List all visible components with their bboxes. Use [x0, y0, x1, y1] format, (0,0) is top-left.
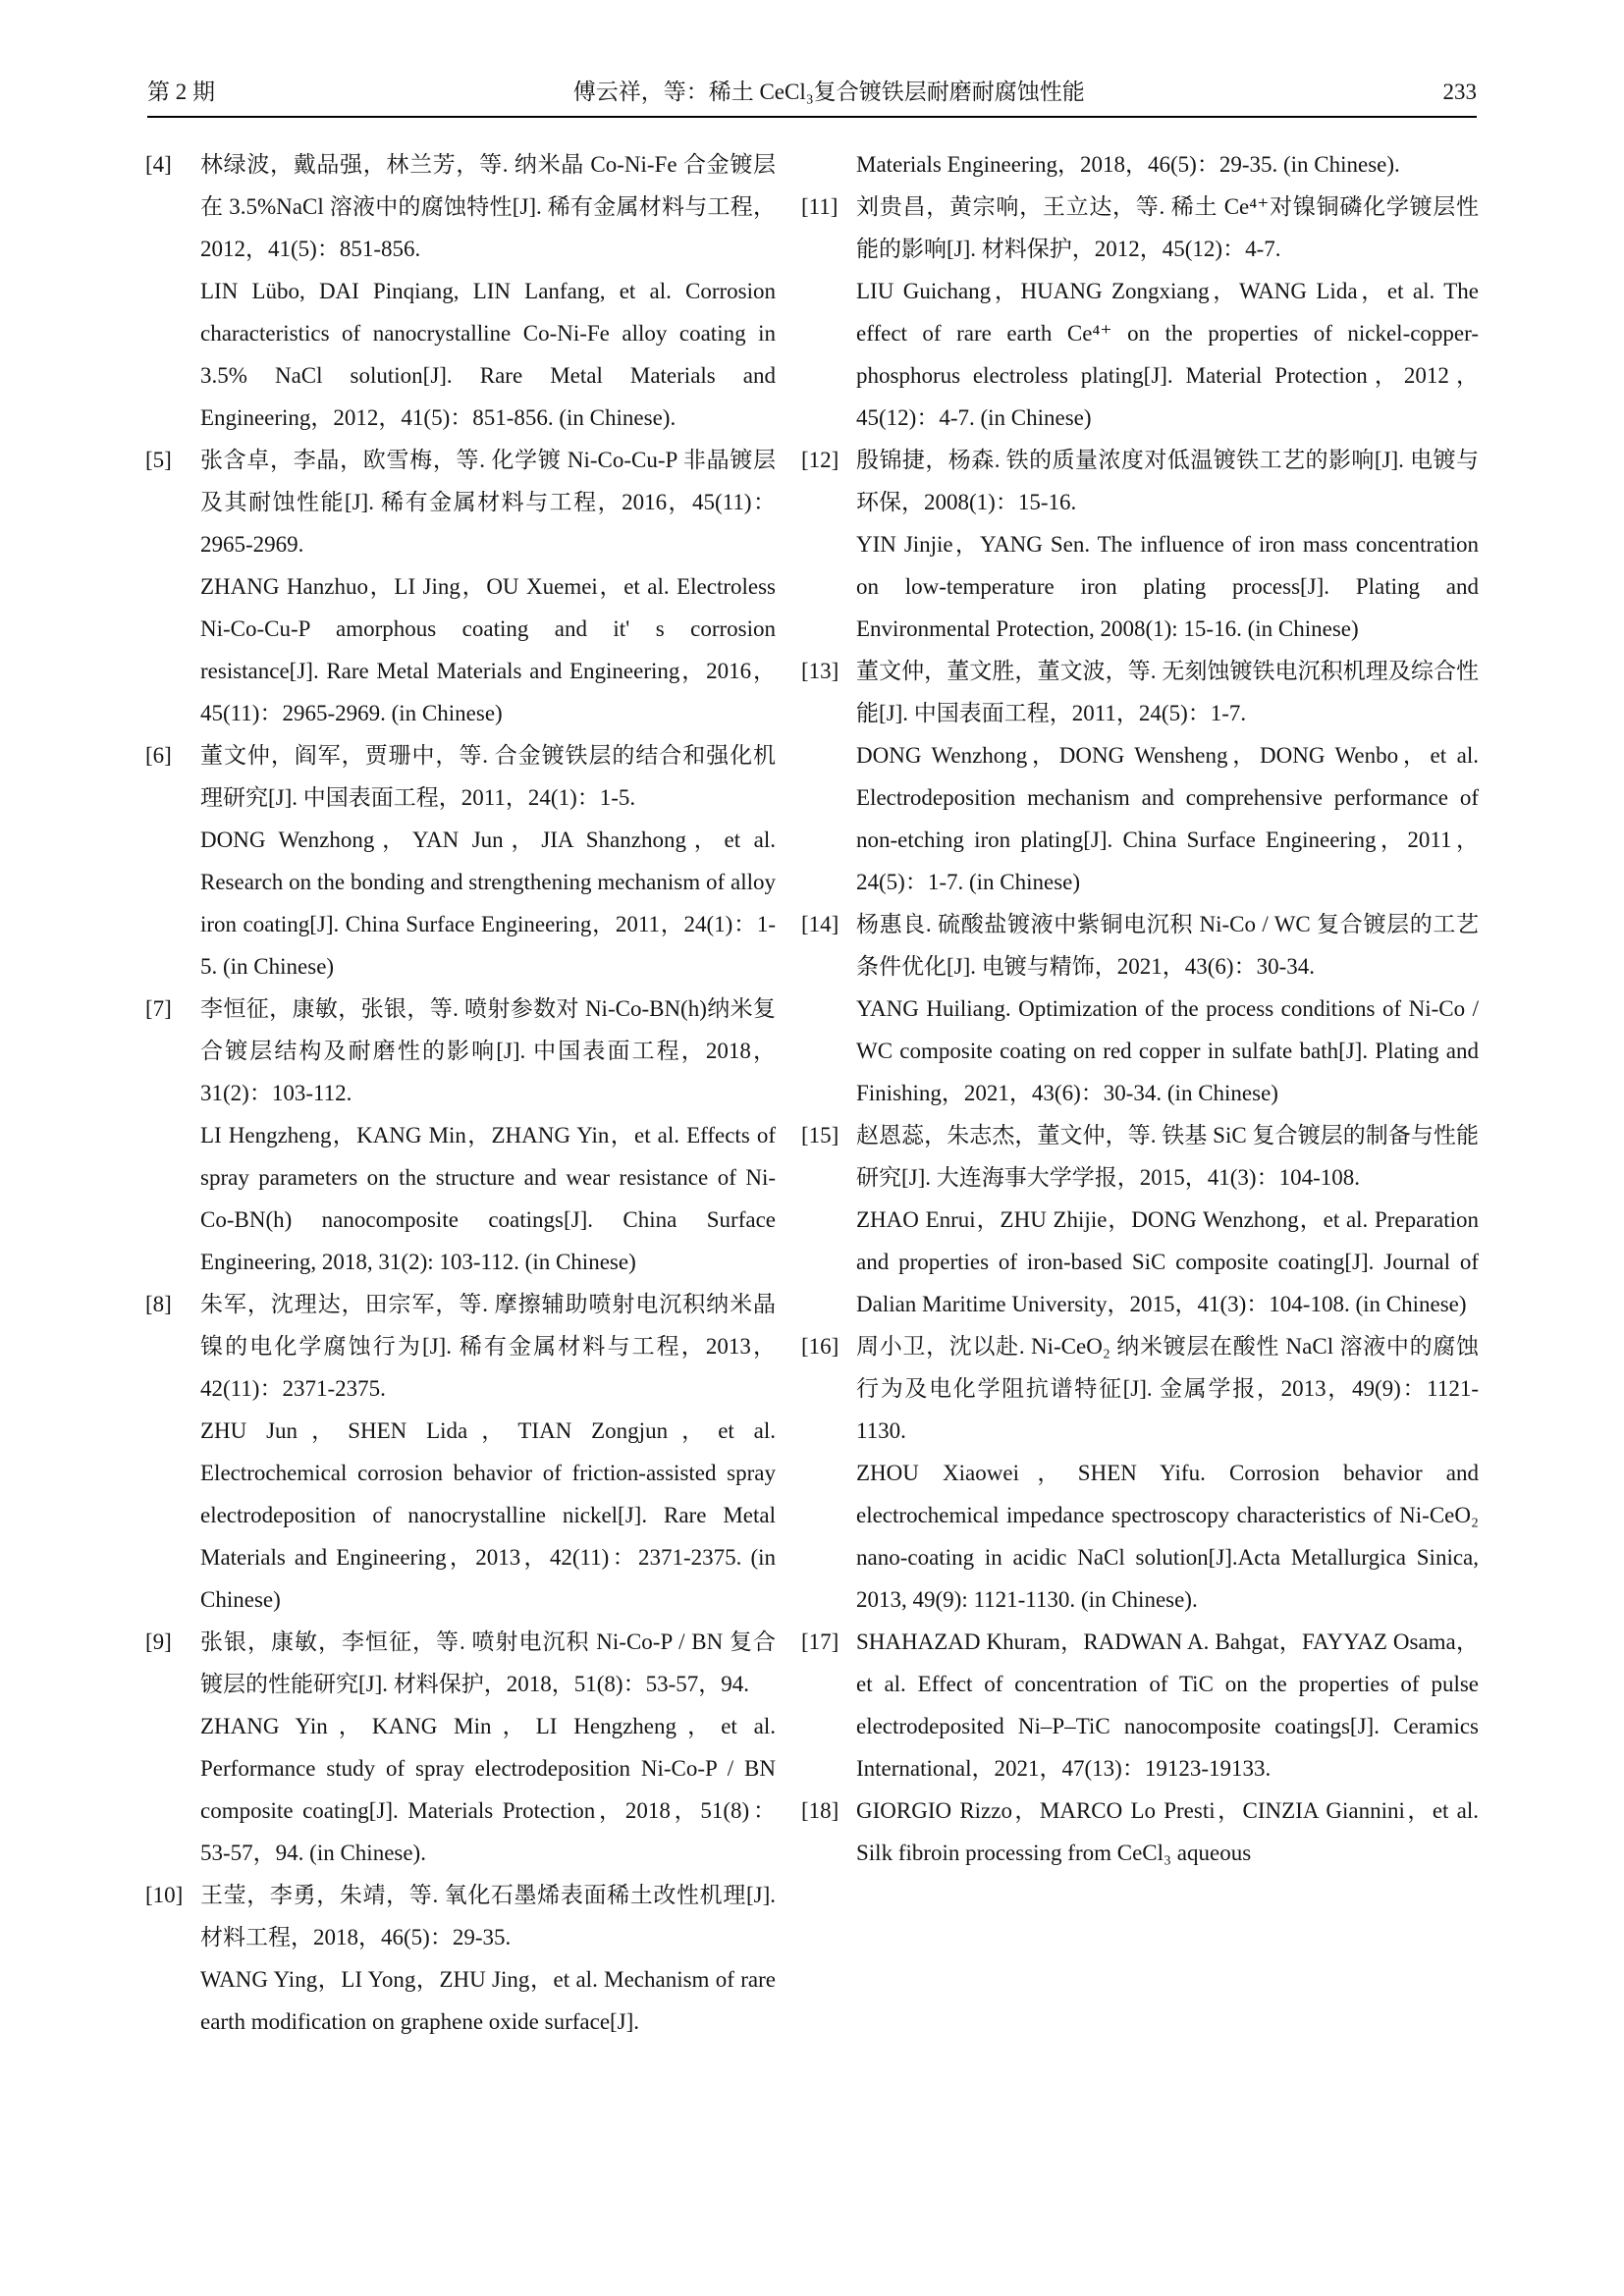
reference-body [856, 903, 1479, 1114]
reference-text: LIN Lübo, DAI Pinqiang, LIN Lanfang, et al. Corrosion characteristics of nanocrystalline Co-Ni-Fe alloy coating in 3.5% NaCl solution[J]. Rare Metal Materials and Engineering，2012，41(5)：851-856. (in Chinese). [200, 279, 776, 430]
reference-item [145, 1283, 776, 1621]
reference-text: ZHANG Yin，KANG Min，LI Hengzheng，et al. Performance study of spray electrodeposition Ni-Co-P / BN composite coating[J]. Materials Protection，2018，51(8)：53-57，94. (in Chinese). [200, 1714, 776, 1865]
reference-body [200, 1874, 776, 2043]
reference-item [801, 1114, 1479, 1325]
header-divider [147, 116, 1477, 118]
reference-body [200, 1621, 776, 1874]
reference-text: 林绿波，戴品强，林兰芳，等. 纳米晶 Co-Ni-Fe 合金镀层在 3.5%NaCl 溶液中的腐蚀特性[J]. 稀有金属材料与工程，2012，41(5)：851-856. [200, 152, 776, 261]
reference-item [145, 1874, 776, 2043]
reference-body [856, 1325, 1479, 1621]
references-column-left [145, 143, 776, 2043]
reference-number [801, 143, 856, 186]
reference-item [801, 439, 1479, 650]
reference-number: [5] [145, 448, 172, 472]
reference-number: [11] [801, 194, 839, 219]
reference-item [145, 734, 776, 988]
reference-text: LIU Guichang，HUANG Zongxiang，WANG Lida，et al. The effect of rare earth Ce⁴⁺ on the properties of nickel-copper-phosphorus electroless plating[J]. Material Protection，2012，45(12)：4-7. (in Chinese) [856, 279, 1479, 430]
reference-text: 周小卫，沈以赴. Ni-CeO₂ 纳米镀层在酸性 NaCl 溶液中的腐蚀行为及电化学阻抗谱特征[J]. 金属学报，2013，49(9)：1121-1130. [856, 1334, 1479, 1443]
reference-body [856, 439, 1479, 650]
journal-issue: 第 2 期 [147, 80, 215, 104]
reference-text: 王莹，李勇，朱靖，等. 氧化石墨烯表面稀土改性机理[J]. 材料工程，2018，46(5)：29-35. [200, 1883, 776, 1949]
reference-item [145, 988, 776, 1283]
reference-item [801, 903, 1479, 1114]
reference-number: [9] [145, 1629, 172, 1654]
reference-text: 杨惠良. 硫酸盐镀液中紫铜电沉积 Ni-Co / WC 复合镀层的工艺条件优化[J]. 电镀与精饰，2021，43(6)：30-34. [856, 912, 1479, 979]
reference-number: [12] [801, 448, 839, 472]
reference-body [856, 143, 1479, 186]
reference-text: ZHOU Xiaowei，SHEN Yifu. Corrosion behavior and electrochemical impedance spectroscopy characteristics of Ni-CeO₂ nano-coating in acidic NaCl solution[J].Acta Metallurgica Sinica, 2013, 49(9): 1121-1130. (in Chinese). [856, 1461, 1479, 1612]
reference-text: ZHU Jun，SHEN Lida，TIAN Zongjun，et al. Electrochemical corrosion behavior of friction-assisted spray electrodeposition of nanocrystalline nickel[J]. Rare Metal Materials and Engineering，2013，42(11)：2371-2375. (in Chinese) [200, 1418, 776, 1612]
references-section [145, 143, 1479, 2043]
reference-item [801, 1789, 1479, 1874]
reference-number: [13] [801, 659, 839, 683]
reference-number: [8] [145, 1292, 172, 1316]
reference-body [856, 650, 1479, 903]
reference-item [801, 143, 1479, 186]
reference-text: 张银，康敏，李恒征，等. 喷射电沉积 Ni-Co-P / BN 复合镀层的性能研究[J]. 材料保护，2018，51(8)：53-57，94. [200, 1629, 776, 1696]
reference-item [145, 439, 776, 734]
reference-item [801, 186, 1479, 439]
page-header [147, 79, 1477, 106]
reference-text: SHAHAZAD Khuram，RADWAN A. Bahgat，FAYYAZ Osama，et al. Effect of concentration of TiC on the properties of pulse electrodeposited Ni–P–TiC nanocomposite coatings[J]. Ceramics International，2021，47(13)：19123-19133. [856, 1629, 1479, 1781]
reference-text: 李恒征，康敏，张银，等. 喷射参数对 Ni-Co-BN(h)纳米复合镀层结构及耐磨性的影响[J]. 中国表面工程，2018，31(2)：103-112. [200, 996, 776, 1105]
reference-text: 朱军，沈理达，田宗军，等. 摩擦辅助喷射电沉积纳米晶镍的电化学腐蚀行为[J]. 稀有金属材料与工程，2013，42(11)：2371-2375. [200, 1292, 776, 1401]
running-title: 傅云祥，等：稀土 CeCl₃复合镀铁层耐磨耐腐蚀性能 [572, 80, 1085, 104]
reference-number: [14] [801, 912, 839, 936]
reference-number: [10] [145, 1883, 184, 1907]
reference-text: YIN Jinjie，YANG Sen. The influence of iron mass concentration on low-temperature iron plating process[J]. Plating and Environmental Protection, 2008(1): 15-16. (in Chinese) [856, 532, 1479, 641]
reference-number: [18] [801, 1798, 839, 1823]
reference-number: [16] [801, 1334, 839, 1359]
references-column-right [801, 143, 1479, 2043]
reference-body [856, 186, 1479, 439]
reference-text: ZHANG Hanzhuo，LI Jing，OU Xuemei，et al. Electroless Ni-Co-Cu-P amorphous coating and it' s corrosion resistance[J]. Rare Metal Materials and Engineering，2016，45(11)：2965-2969. (in Chinese) [200, 574, 776, 725]
reference-number: [17] [801, 1629, 839, 1654]
reference-number: [6] [145, 743, 172, 768]
reference-item [145, 1621, 776, 1874]
reference-item [145, 143, 776, 439]
reference-text: 董文仲，董文胜，董文波，等. 无刻蚀镀铁电沉积机理及综合性能[J]. 中国表面工程，2011，24(5)：1-7. [856, 659, 1479, 725]
reference-text: DONG Wenzhong，DONG Wensheng，DONG Wenbo，et al. Electrodeposition mechanism and comprehensive performance of non-etching iron plating[J]. China Surface Engineering，2011，24(5)：1-7. (in Chinese) [856, 743, 1479, 894]
reference-item [801, 650, 1479, 903]
reference-body [200, 988, 776, 1283]
reference-text: DONG Wenzhong，YAN Jun，JIA Shanzhong，et al. Research on the bonding and strengthening mechanism of alloy iron coating[J]. China Surface Engineering，2011，24(1)：1-5. (in Chinese) [200, 828, 776, 979]
reference-text: 殷锦捷，杨森. 铁的质量浓度对低温镀铁工艺的影响[J]. 电镀与环保，2008(1)：15-16. [856, 448, 1479, 514]
reference-number: [7] [145, 996, 172, 1021]
reference-body [200, 734, 776, 988]
page-number: 233 [1442, 80, 1477, 104]
reference-text: ZHAO Enrui，ZHU Zhijie，DONG Wenzhong，et al. Preparation and properties of iron-based SiC composite coating[J]. Journal of Dalian Maritime University，2015，41(3)：104-108. (in Chinese) [856, 1207, 1479, 1316]
reference-number: [15] [801, 1123, 839, 1148]
reference-text: WANG Ying，LI Yong，ZHU Jing，et al. Mechanism of rare earth modification on graphene oxide surface[J]. [200, 1967, 776, 2034]
reference-text: 刘贵昌，黄宗响，王立达，等. 稀土 Ce⁴⁺对镍铜磷化学镀层性能的影响[J]. 材料保护，2012，45(12)：4-7. [856, 194, 1479, 261]
reference-number: [4] [145, 152, 172, 177]
reference-text: LI Hengzheng，KANG Min，ZHANG Yin，et al. Effects of spray parameters on the structure and wear resistance of Ni-Co-BN(h) nanocomposite coatings[J]. China Surface Engineering, 2018, 31(2): 103-112. (in Chinese) [200, 1123, 776, 1274]
reference-text: GIORGIO Rizzo，MARCO Lo Presti，CINZIA Giannini，et al. Silk fibroin processing from CeCl₃ aqueous [856, 1798, 1479, 1865]
reference-body [856, 1789, 1479, 1874]
reference-text: 张含卓，李晶，欧雪梅，等. 化学镀 Ni-Co-Cu-P 非晶镀层及其耐蚀性能[J]. 稀有金属材料与工程，2016，45(11)：2965-2969. [200, 448, 776, 557]
reference-body [856, 1114, 1479, 1325]
reference-text: 董文仲，阎军，贾珊中，等. 合金镀铁层的结合和强化机理研究[J]. 中国表面工程，2011，24(1)：1-5. [200, 743, 776, 810]
reference-body [200, 439, 776, 734]
reference-body [200, 1283, 776, 1621]
reference-text: 赵恩蕊，朱志杰，董文仲，等. 铁基 SiC 复合镀层的制备与性能研究[J]. 大连海事大学学报，2015，41(3)：104-108. [856, 1123, 1479, 1190]
reference-body [856, 1621, 1479, 1789]
reference-item [801, 1325, 1479, 1621]
reference-text: Materials Engineering，2018，46(5)：29-35. (in Chinese). [856, 152, 1400, 177]
reference-body [200, 143, 776, 439]
reference-item [801, 1621, 1479, 1789]
reference-text: YANG Huiliang. Optimization of the process conditions of Ni-Co / WC composite coating on red copper in sulfate bath[J]. Plating and Finishing，2021，43(6)：30-34. (in Chinese) [856, 996, 1479, 1105]
